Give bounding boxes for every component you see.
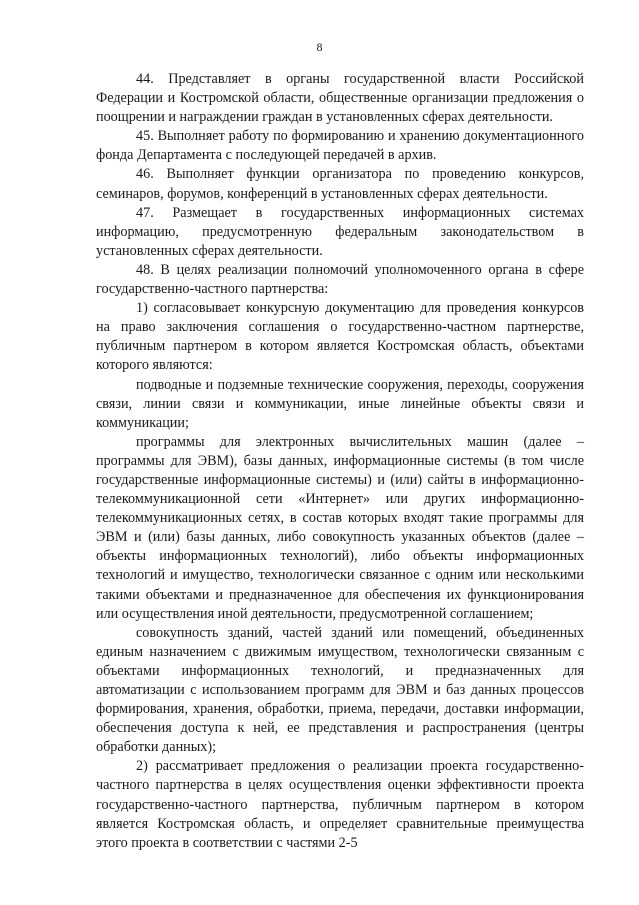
paragraph-48: 48. В целях реализации полномочий уполномоченного органа в сфере государственно-частного партнерства:	[96, 261, 584, 298]
page-number: 8	[316, 40, 323, 54]
paragraph-object-data-centers: совокупность зданий, частей зданий или помещений, объединенных единым назначением с движимым имуществом, технологически связанным с объектами информационных технологий, и предназначенных для автоматизации с использованием программ для ЭВМ и баз данных процессов формирования, хранения, обработки, приема, передачи, доставки информации, обеспечения доступа к ней, ее представления и распространения (центры обработки данных);	[96, 624, 584, 756]
document-body	[96, 70, 584, 853]
paragraph-48-item-1: 1) согласовывает конкурсную документацию для проведения конкурсов на право заключения соглашения о государственно-частном партнерстве, публичным партнером в котором является Костромская область, объектами которого являются:	[96, 300, 584, 374]
paragraph-44: 44. Представляет в органы государственной власти Российской Федерации и Костромской области, общественные организации предложения о поощрении и награждении граждан в установленных сферах деятельности.	[96, 71, 584, 126]
paragraph-46: 46. Выполняет функции организатора по проведению конкурсов, семинаров, форумов, конференций в установленных сферах деятельности.	[96, 166, 584, 202]
paragraph-object-structures: подводные и подземные технические сооружения, переходы, сооружения связи, линии связи и коммуникации, иные линейные объекты связи и коммуникации;	[96, 376, 584, 431]
paragraph-47: 47. Размещает в государственных информационных системах информацию, предусмотренную федеральным законодательством в установленных сферах деятельности.	[96, 204, 584, 259]
paragraph-48-item-2: 2) рассматривает предложения о реализации проекта государственно-частного партнерства в целях осуществления оценки эффективности проекта государственно-частного партнерства, публичным партнером в котором является Костромская область, и определяет сравнительные преимущества этого проекта в соответствии с частями 2-5	[96, 758, 584, 851]
paragraph-object-software: программы для электронных вычислительных машин (далее – программы для ЭВМ), базы данных, информационные системы (в том числе государственные информационные системы) и (или) сайты в информационно-телекоммуникационной сети «Интернет» или других информационно-телекоммуникационных сетях, в состав которых входят такие программы для ЭВМ и (или) базы данных, либо совокупность указанных объектов (далее – объекты информационных технологий), либо объекты информационных технологий и имущество, технологически связанное с одним или несколькими такими объектами и предназначенное для обеспечения их функционирования или осуществления иной деятельности, предусмотренной соглашением;	[96, 433, 584, 622]
paragraph-45: 45. Выполняет работу по формированию и хранению документационного фонда Департамента с последующей передачей в архив.	[96, 128, 584, 164]
